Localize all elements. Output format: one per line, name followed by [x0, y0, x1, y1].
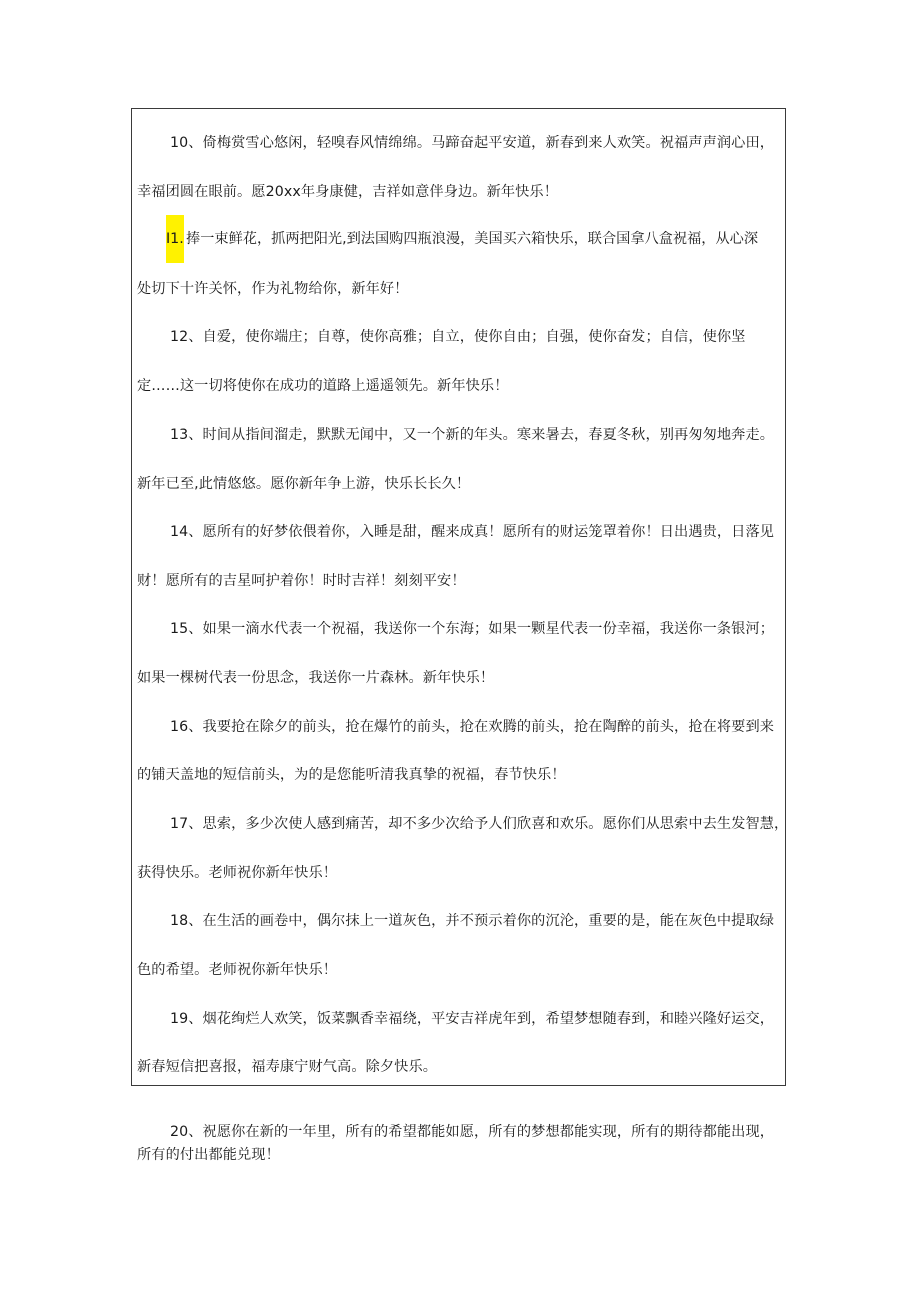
paragraph-18-line-1: 18、在生活的画卷中，偶尔抹上一道灰色，并不预示着你的沉沦，重要的是，能在灰色中提取绿	[170, 913, 775, 929]
paragraph-11-line-1-text: 捧一束鲜花，抓两把阳光,到法国购四瓶浪漫，美国买六箱快乐，联合国拿八盒祝福，从心深	[186, 231, 759, 247]
paragraph-20-line-2: 所有的付出都能兑现！	[137, 1147, 280, 1163]
paragraph-12-line-2: 定……这一切将使你在成功的道路上遥遥领先。新年快乐！	[137, 378, 509, 394]
paragraph-10-line-1: 10、倚梅赏雪心悠闲，轻嗅春风情绵绵。马蹄奋起平安道，新春到来人欢笑。祝福声声润心田，	[170, 135, 775, 151]
paragraph-18-line-2: 色的希望。老师祝你新年快乐！	[137, 962, 338, 978]
paragraph-11-line-2: 处切下十许关怀，作为礼物给你，新年好！	[137, 281, 409, 297]
paragraph-13-line-1: 13、时间从指间溜走，默默无闻中，又一个新的年头。寒来暑去，春夏冬秋，别再匆匆地奔走。	[170, 427, 775, 443]
paragraph-16-line-1: 16、我要抢在除夕的前头，抢在爆竹的前头，抢在欢腾的前头，抢在陶醉的前头，抢在将要到来	[170, 719, 775, 735]
paragraph-19-line-1: 19、烟花绚烂人欢笑，饭菜飘香幸福绕，平安吉祥虎年到，希望梦想随春到，和睦兴隆好运交，	[170, 1011, 775, 1027]
paragraph-15-line-2: 如果一棵树代表一份思念，我送你一片森林。新年快乐！	[137, 670, 495, 686]
paragraph-14-line-2: 财！愿所有的吉星呵护着你！时时吉祥！刻刻平安！	[137, 573, 466, 589]
paragraph-12-line-1: 12、自爱，使你端庄；自尊，使你高雅；自立，使你自由；自强，使你奋发；自信，使你坚	[170, 329, 746, 345]
content-table-border	[131, 108, 789, 1086]
paragraph-11-number: I1.	[166, 231, 184, 247]
paragraph-17-line-1: 17、思索，多少次使人感到痛苦，却不多少次给予人们欣喜和欢乐。愿你们从思索中去生发智慧，	[170, 816, 789, 832]
paragraph-14-line-1: 14、愿所有的好梦依偎着你，入睡是甜，醒来成真！愿所有的财运笼罩着你！日出遇贵，日落见	[170, 524, 775, 540]
paragraph-11-line-1	[166, 229, 758, 249]
paragraph-13-line-2: 新年已至,此情悠悠。愿你新年争上游，快乐长长久！	[137, 476, 471, 492]
paragraph-20-line-1: 20、祝愿你在新的一年里，所有的希望都能如愿，所有的梦想都能实现，所有的期待都能出现，	[170, 1124, 775, 1140]
paragraph-10-line-2: 幸福团圆在眼前。愿20xx年身康健，吉祥如意伴身边。新年快乐！	[137, 184, 559, 200]
highlight-marker	[166, 215, 184, 263]
paragraph-19-line-2: 新春短信把喜报，福寿康宁财气高。除夕快乐。	[137, 1059, 438, 1075]
paragraph-15-line-1: 15、如果一滴水代表一个祝福，我送你一个东海；如果一颗星代表一份幸福，我送你一条银河；	[170, 621, 775, 637]
paragraph-17-line-2: 获得快乐。老师祝你新年快乐！	[137, 865, 338, 881]
paragraph-16-line-2: 的铺天盖地的短信前头，为的是您能听清我真挚的祝福，春节快乐！	[137, 767, 566, 783]
